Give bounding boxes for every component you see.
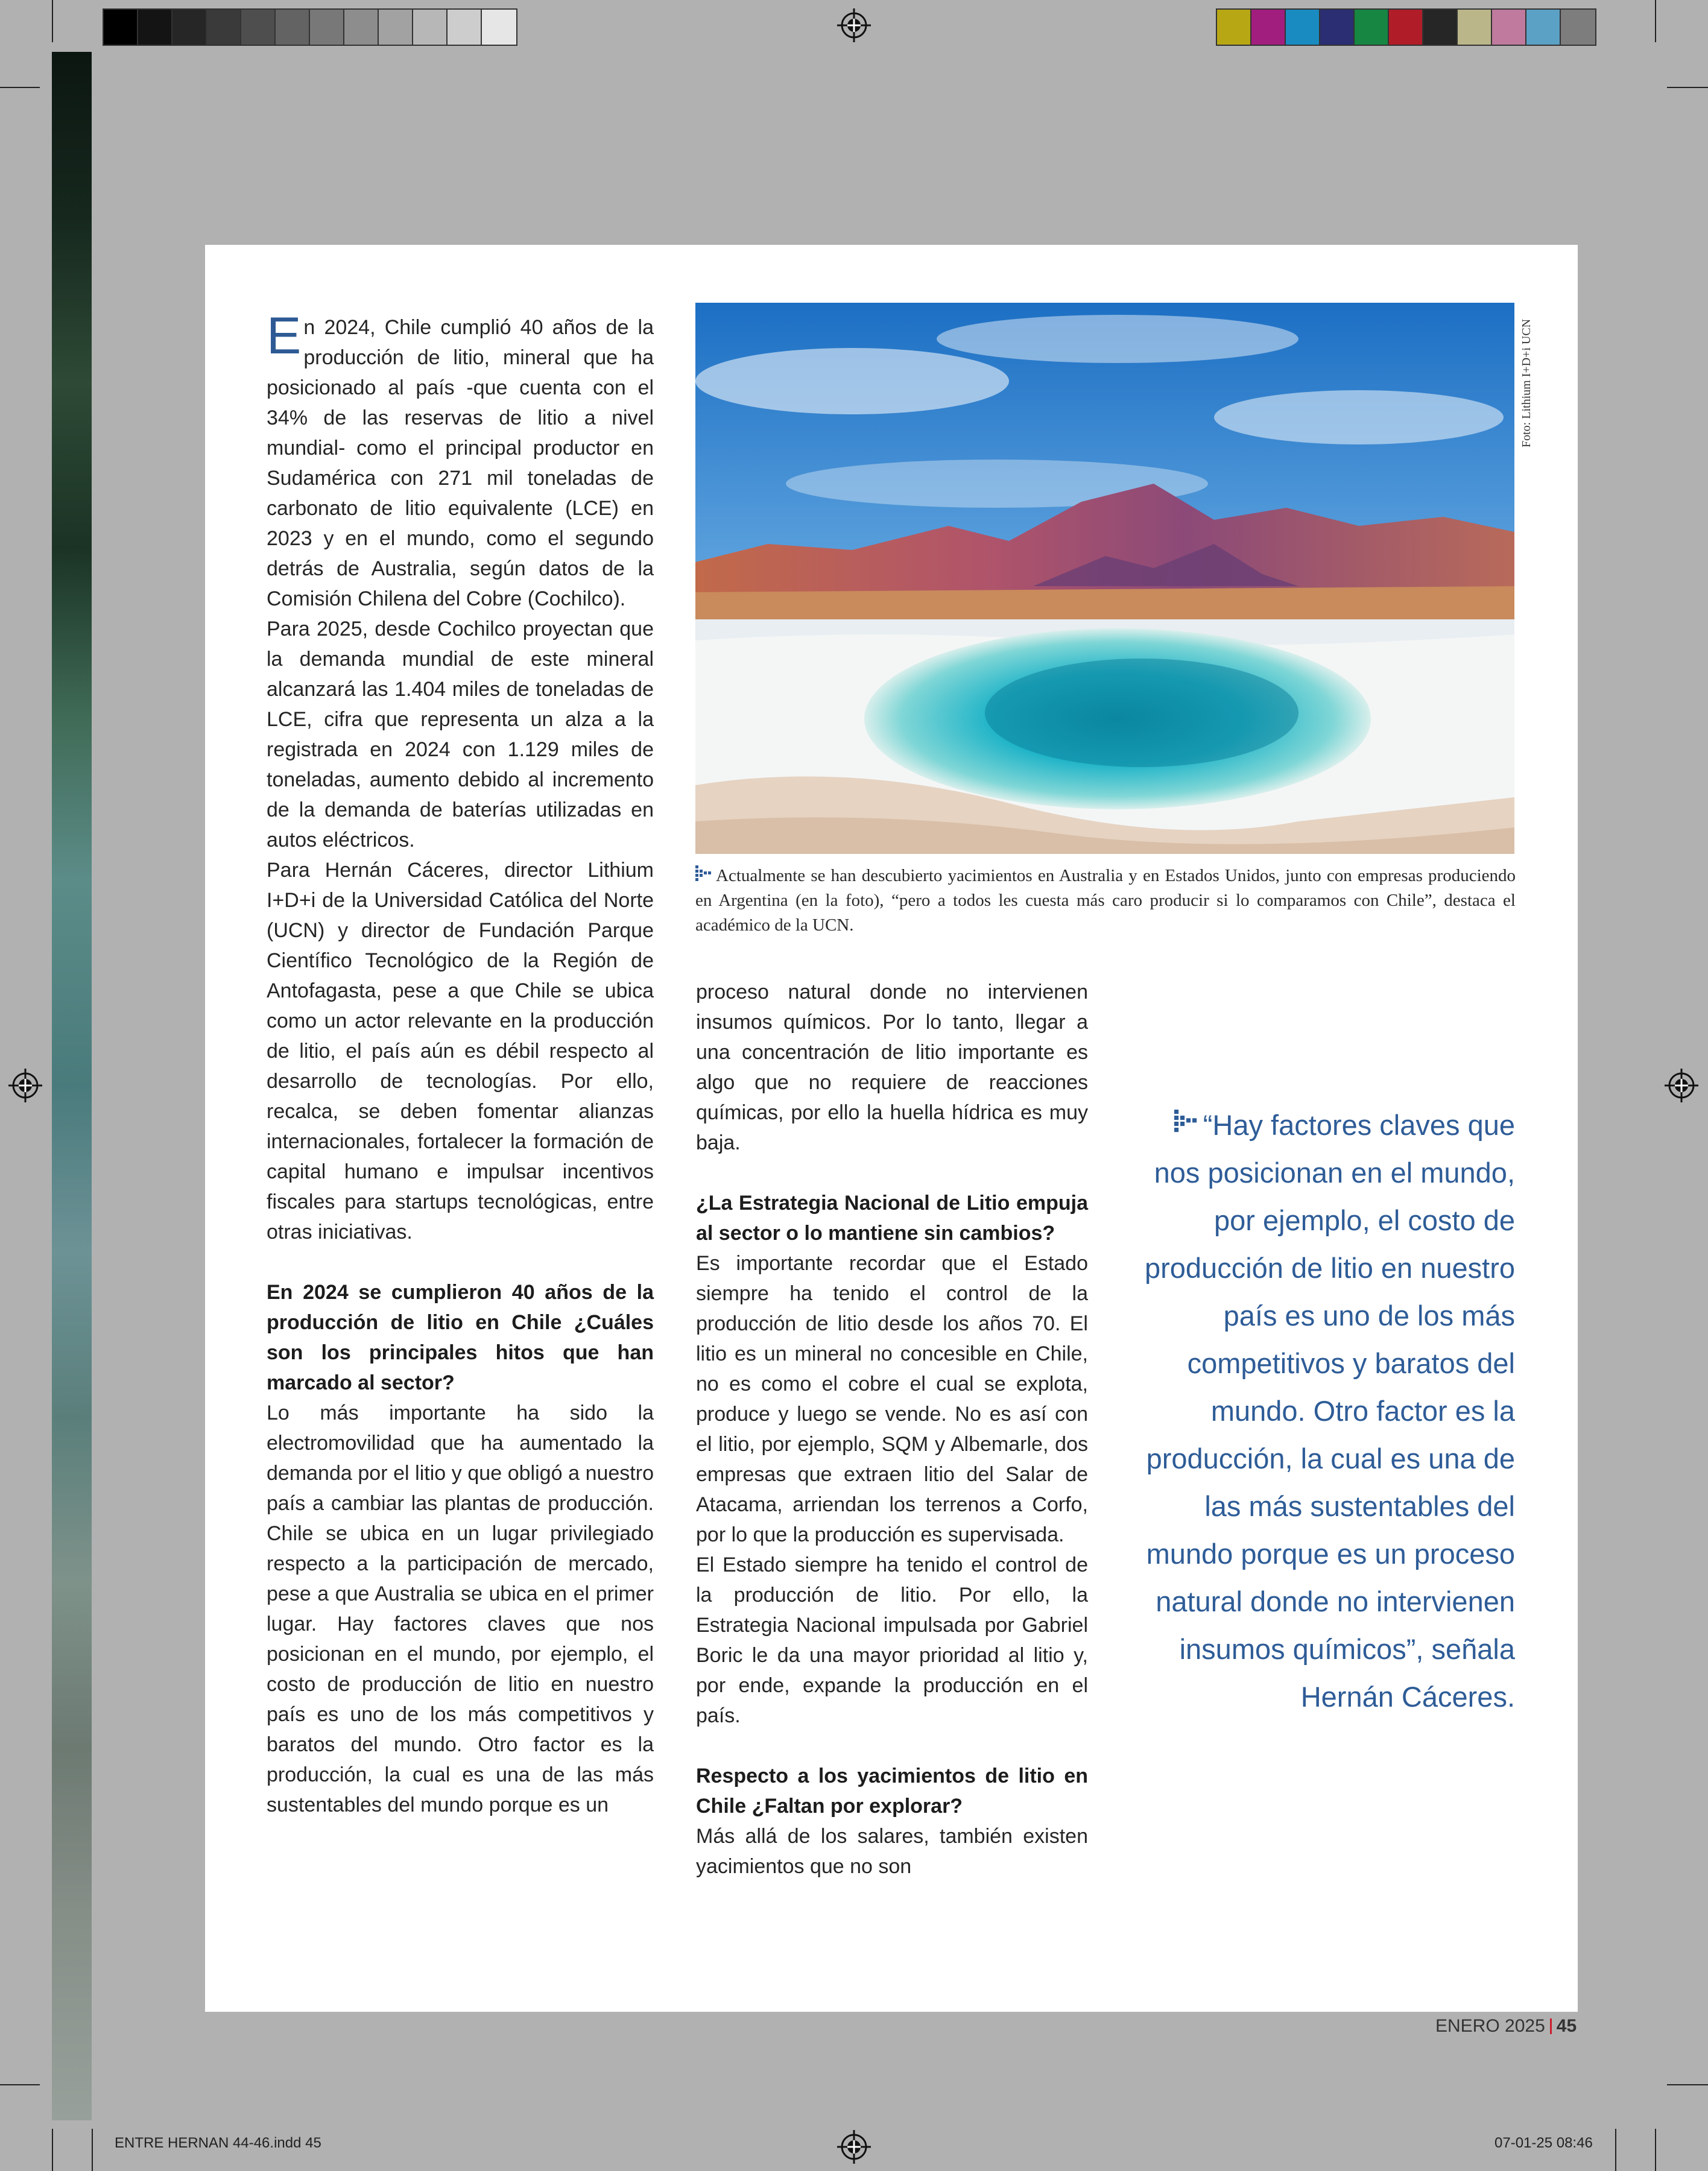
color-swatch <box>1389 10 1423 45</box>
page-number: 45 <box>1556 2016 1577 2036</box>
registration-mark-icon <box>8 1069 42 1102</box>
color-swatch <box>310 10 344 45</box>
registration-mark-icon <box>837 2130 871 2164</box>
color-swatch <box>1355 10 1389 45</box>
crop-mark <box>1667 2084 1708 2085</box>
dot-matrix-bullet-icon <box>695 865 712 882</box>
crop-mark <box>1667 87 1708 88</box>
color-swatch <box>344 10 379 45</box>
crop-mark <box>52 0 53 42</box>
page-folio <box>1435 2016 1577 2037</box>
color-swatch <box>379 10 413 45</box>
color-swatch <box>1217 10 1251 45</box>
salar-hero-photo <box>695 303 1514 854</box>
pull-quote <box>1124 1101 1515 1721</box>
photo-caption <box>695 864 1516 938</box>
crop-mark <box>0 2084 40 2085</box>
paragraph: Para Hernán Cáceres, director Lithium I+D+i de la Universidad Católica del Norte (UCN) y director de Fundación Parque Científico Tecnológico de la Región de Antofagasta, pese a que Chile se ubica como un actor relevante en la producción de litio, el país aún es débil respecto al desarrollo de tecnologías. Por ello, recalca, se deben fomentar alianzas internacionales, fortalecer la formación de capital humano e impulsar incentivos fiscales para startups tecnológicas, entre otras iniciativas. <box>267 859 654 1244</box>
color-swatch <box>1251 10 1286 45</box>
folio-divider <box>1550 2018 1552 2034</box>
color-swatch <box>448 10 482 45</box>
color-swatch <box>207 10 241 45</box>
color-swatch <box>1423 10 1458 45</box>
interview-answer: El Estado siempre ha tenido el control de la producción de litio. Por ello, la Estrategia Nacional impulsada por Gabriel Boric le da una mayor prioridad al litio y, por ende, expande la producción en el país. <box>696 1553 1088 1727</box>
print-timestamp: 07-01-25 08:46 <box>1494 2135 1593 2151</box>
magazine-page <box>205 245 1578 2012</box>
crop-mark <box>92 2129 93 2171</box>
registration-mark-icon <box>837 8 871 42</box>
color-swatch <box>138 10 172 45</box>
color-swatch <box>1561 10 1595 45</box>
color-control-strip <box>1216 8 1596 46</box>
interview-question: ¿La Estrategia Nacional de Litio empuja al sector o lo mantiene sin cambios? <box>696 1192 1088 1245</box>
pull-quote-text: “Hay factores claves que nos posicionan en el mundo, por ejemplo, el costo de producción de litio en nuestro país es uno de los más competitivos y baratos del mundo. Otro factor es la producción, la cual es una de las más sustentables del mundo porque es un proceso natural donde no intervienen insumos químicos”, señala Hernán Cáceres. <box>1144 1109 1515 1713</box>
crop-mark <box>52 2129 53 2171</box>
bleed-photo-strip <box>52 52 92 2120</box>
color-swatch <box>276 10 310 45</box>
interview-question: Respecto a los yacimientos de litio en Chile ¿Faltan por explorar? <box>696 1765 1088 1818</box>
drop-cap: E <box>267 307 302 365</box>
issue-date: ENERO 2025 <box>1435 2016 1545 2036</box>
color-swatch <box>104 10 138 45</box>
dot-matrix-bullet-icon <box>1174 1110 1198 1134</box>
intro-text: n 2024, Chile cumplió 40 años de la producción de litio, mineral que ha posicionado al país -que cuenta con el 34% de las reservas de litio a nivel mundial- como el principal productor en Sudamérica con 271 mil toneladas de carbonato de litio equivalente (LCE) en 2023 y en el mundo, como el segundo detrás de Australia, según datos de la Comisión Chilena del Cobre (Cochilco). <box>267 316 654 610</box>
color-swatch <box>482 10 516 45</box>
photo-credit: Foto: Lithium I+D+i UCN <box>1520 318 1533 447</box>
registration-mark-icon <box>1665 1069 1698 1102</box>
interview-answer: proceso natural donde no intervienen insumos químicos. Por lo tanto, llegar a una concentración de litio importante es algo que no requiere de reacciones químicas, por ello la huella hídrica es muy baja. <box>696 981 1088 1154</box>
color-swatch <box>1320 10 1355 45</box>
color-swatch <box>1286 10 1320 45</box>
article-column-middle <box>696 977 1088 1882</box>
color-swatch <box>172 10 207 45</box>
interview-answer: Es importante recordar que el Estado siempre ha tenido el control de la producción de litio desde los años 70. El litio es un mineral no concesible en Chile, no es como el cobre el cual se explota, produce y luego se vende. No es así con el litio, por ejemplo, SQM y Albemarle, dos empresas que extraen litio del Salar de Atacama, arriendan los terrenos a Corfo, por lo que la producción es supervisada. <box>696 1252 1088 1546</box>
caption-text: Actualmente se han descubierto yacimientos en Australia y en Estados Unidos, junto con empresas produciendo en Argentina (en la foto), “pero a todos les cuesta más caro producir si lo comparamos con Chile”, destaca el académico de la UCN. <box>695 866 1516 935</box>
interview-answer: Más allá de los salares, también existen yacimientos que no son <box>696 1825 1088 1878</box>
crop-mark <box>1655 0 1656 42</box>
color-swatch <box>1458 10 1492 45</box>
color-swatch <box>1526 10 1561 45</box>
color-swatch <box>241 10 276 45</box>
grayscale-control-strip <box>103 8 517 46</box>
crop-mark <box>1615 2129 1616 2171</box>
intro-paragraph <box>267 307 654 614</box>
indd-file-slug: ENTRE HERNAN 44-46.indd 45 <box>115 2135 321 2151</box>
interview-answer: Lo más importante ha sido la electromovilidad que ha aumentado la demanda por el litio y que obligó a nuestro país a cambiar las plantas de producción. Chile se ubica en un lugar privilegiado respecto a la participación de mercado, pese a que Australia se ubica en el primer lugar. Hay factores claves que nos posicionan en el mundo, por ejemplo, el costo de producción de litio en nuestro país es uno de los más competitivos y baratos del mundo. Otro factor es la producción, la cual es una de las más sustentables del mundo porque es un <box>267 1402 654 1816</box>
interview-question: En 2024 se cumplieron 40 años de la producción de litio en Chile ¿Cuáles son los principales hitos que han marcado al sector? <box>267 1281 654 1394</box>
crop-mark <box>0 87 40 88</box>
color-swatch <box>413 10 448 45</box>
crop-mark <box>1655 2129 1656 2171</box>
color-swatch <box>1492 10 1526 45</box>
paragraph: Para 2025, desde Cochilco proyectan que la demanda mundial de este mineral alcanzará las 1.404 miles de toneladas de LCE, cifra que representa un alza a la registrada en 2024 con 1.129 miles de toneladas, aumento debido al incremento de la demanda de baterías utilizadas en autos eléctricos. <box>267 618 654 852</box>
article-column-left <box>267 307 654 1820</box>
